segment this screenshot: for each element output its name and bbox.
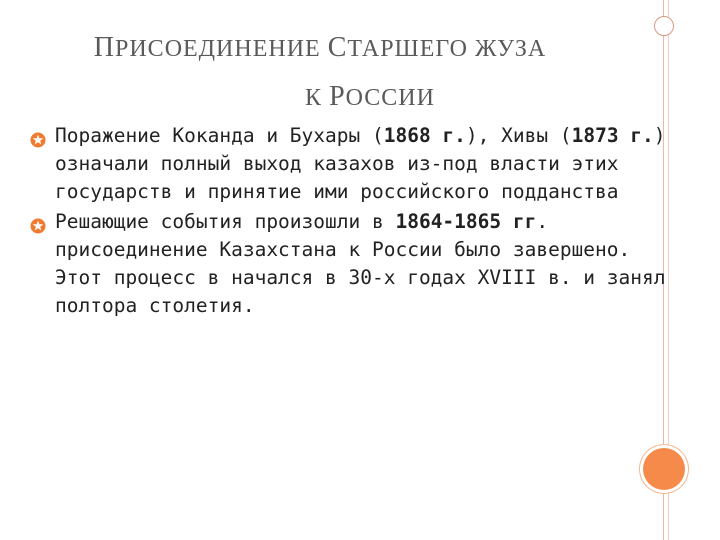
bullet-item	[30, 122, 670, 206]
bullet-text: Решающие события произошли в	[55, 210, 396, 233]
bullet-item	[30, 208, 670, 320]
title-cap: С	[327, 32, 348, 63]
title-cap: Р	[329, 81, 346, 112]
title-text: РИСОЕДИНЕНИЕ	[115, 36, 328, 62]
title-text: К	[305, 85, 330, 111]
bullet-text-bold: 1864-1865 гг	[395, 210, 537, 233]
bullet-text-bold: 1868 г.	[383, 124, 466, 147]
star-bullet-icon	[30, 214, 46, 230]
title-text: ТАРШЕГО ЖУЗА	[347, 36, 547, 62]
bullet-text: ), Хивы (	[465, 124, 572, 147]
title-line-1	[0, 24, 640, 73]
title-text: ОССИИ	[345, 85, 435, 111]
title-line-2	[100, 73, 640, 122]
star-bullet-icon	[30, 128, 46, 144]
slide-title	[40, 24, 640, 122]
bullet-text: . присоединение Казахстана к России было завершено. Этот процесс в начался в 30-х годах XVIII в. и занял полтора столетия.	[55, 210, 666, 317]
decorative-circle-top	[654, 16, 674, 36]
bullet-text-bold: 1873 г.	[571, 124, 654, 147]
decorative-circle-bottom	[643, 448, 685, 490]
bullet-list	[30, 122, 670, 322]
bullet-text: ) означали полный выход казахов из-под власти этих государств и принятие ими российского подданства	[55, 124, 666, 203]
title-cap: П	[93, 32, 115, 63]
bullet-text: Поражение Коканда и Бухары (	[55, 124, 384, 147]
